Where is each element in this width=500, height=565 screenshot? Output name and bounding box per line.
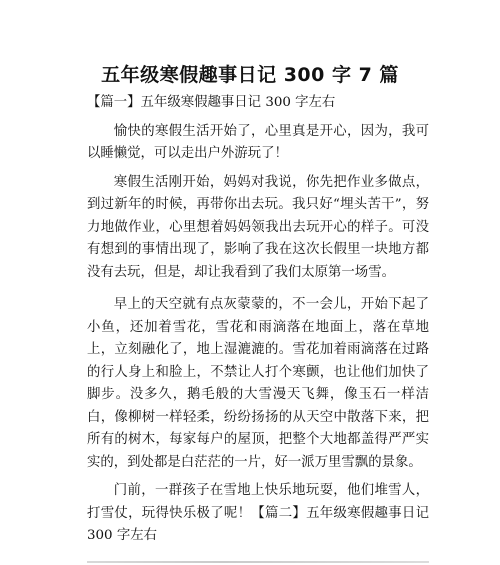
section-heading: 【篇一】五年级寒假趣事日记 300 字左右	[87, 95, 336, 110]
paragraph: 寒假生活刚开始，妈妈对我说，你先把作业多做点，到过新年的时候，再带你出去玩。我只好“埋头苦干”，努力地做作业，心里想着妈妈领我出去玩开心的样子。可没有想到的事情出现了，影响了我在这次长假里一块地方都没有去玩，但是，却让我看到了我们太原第一场雪。	[87, 174, 429, 280]
paragraph: 早上的天空就有点灰蒙蒙的，不一会儿，开始下起了小鱼，还加着雪花，雪花和雨滴落在地面上，落在草地上，立刻融化了，地上湿漉漉的。雪花加着雨滴落在过路的行人身上和脸上，不禁让人打个寒颤，也让他们加快了脚步。没多久，鹅毛般的大雪漫天飞舞，像玉石一样洁白，像柳树一样轻柔，纷纷扬扬的从天空中散落下来，把所有的树木，每家每户的屋顶，把整个大地都盖得严严实实的，到处都是白茫茫的一片，好一派万里雪飘的景象。	[87, 297, 429, 470]
cutoff-text-line	[87, 557, 429, 565]
document-body	[87, 92, 429, 548]
paragraph: 愉快的寒假生活开始了，心里真是开心，因为，我可以睡懒觉，可以走出户外游玩了！	[87, 123, 429, 161]
document-title: 五年级寒假趣事日记 300 字 7 篇	[101, 64, 399, 86]
paragraph: 门前，一群孩子在雪地上快乐地玩耍，他们堆雪人，打雪仗，玩得快乐极了呢！【篇二】五年级寒假趣事日记 300 字左右	[87, 483, 429, 543]
